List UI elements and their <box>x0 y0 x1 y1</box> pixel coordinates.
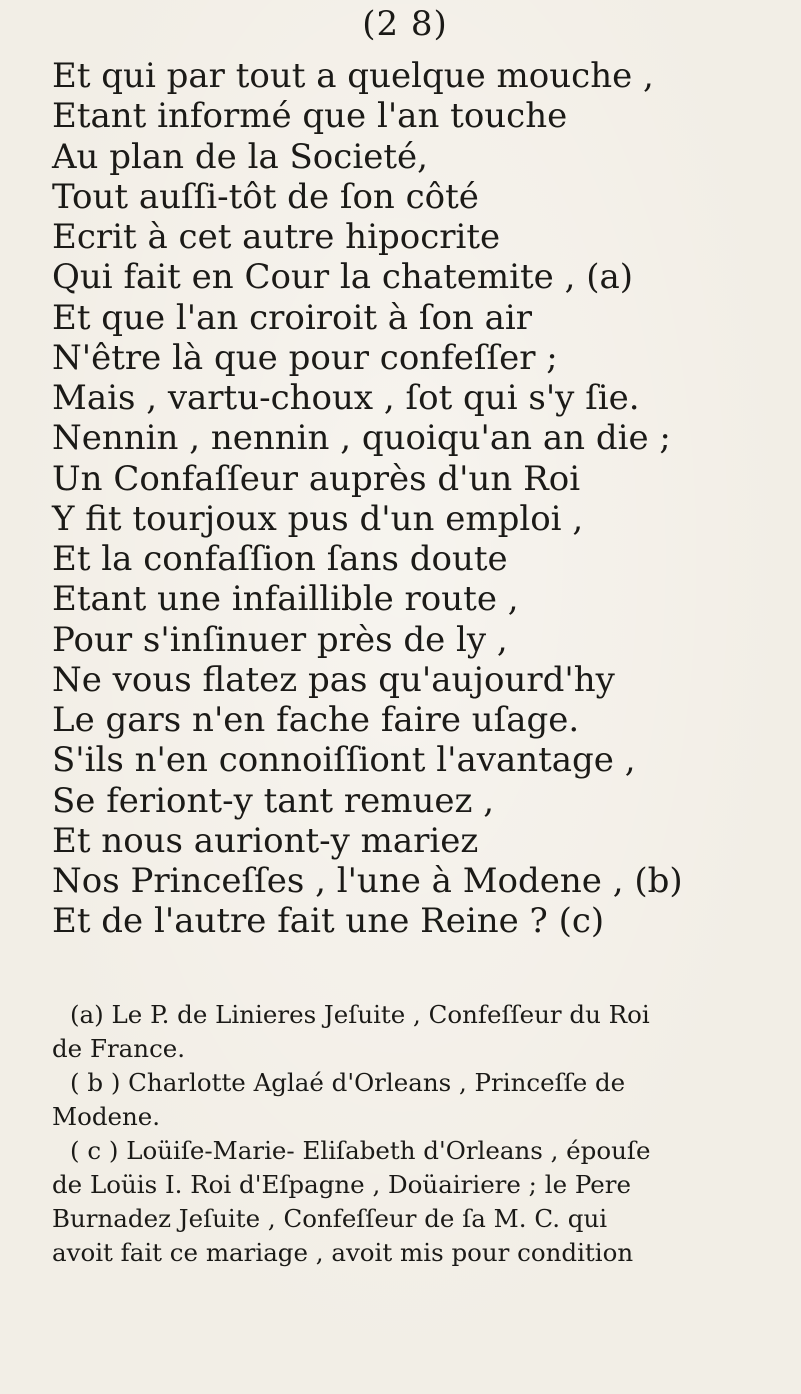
footnote-line: Burnadez Jeſuite , Confeſſeur de ſa M. C. qui <box>52 1204 608 1233</box>
verse-line: Et que l'an croiroit à ſon air <box>52 298 533 338</box>
verse-line: Qui fait en Cour la chatemite , (a) <box>52 257 633 297</box>
footnote-line: Modene. <box>52 1102 161 1131</box>
verse-line: Le gars n'en fache faire uſage. <box>52 700 580 740</box>
verse-line: Etant informé que l'an touche <box>52 96 568 136</box>
verse-line: Pour s'inſinuer près de ly , <box>52 620 508 660</box>
verse-line: N'être là que pour confeſſer ; <box>52 338 558 378</box>
page-number: (2 8) <box>362 4 448 44</box>
footnote-line: de Loüis I. Roi d'Eſpagne , Doüairiere ; le Pere <box>52 1170 631 1199</box>
footnote-line: (a) Le P. de Linieres Jeſuite , Confeſſeur du Roi <box>70 1000 650 1029</box>
verse-line: Ecrit à cet autre hipocrite <box>52 217 501 257</box>
verse-line: Tout auſſi-tôt de ſon côté <box>52 177 479 217</box>
verse-line: Se feriont-y tant remuez , <box>52 781 495 821</box>
verse-line: Mais , vartu-choux , ſot qui s'y ſie. <box>52 378 640 418</box>
verse-line: Et la confaſſion ſans doute <box>52 539 508 579</box>
verse-line: Nennin , nennin , quoiqu'an an die ; <box>52 418 671 458</box>
verse-line: S'ils n'en connoiſſiont l'avantage , <box>52 740 636 780</box>
verse-line: Un Confaſſeur auprès d'un Roi <box>52 459 581 499</box>
verse-line: Et de l'autre fait une Reine ? (c) <box>52 901 605 941</box>
footnote-line: ( b ) Charlotte Aglaé d'Orleans , Princeſſe de <box>70 1068 626 1097</box>
footnote-line: de France. <box>52 1034 186 1063</box>
footnote-line: avoit fait ce mariage , avoit mis pour condition <box>52 1238 634 1267</box>
verse-line: Ne vous flatez pas qu'aujourd'hy <box>52 660 615 700</box>
footnote-line: ( c ) Loüiſe-Marie- Eliſabeth d'Orleans , épouſe <box>70 1136 651 1165</box>
verse-line: Au plan de la Societé, <box>52 137 428 177</box>
verse-line: Nos Princeſſes , l'une à Modene , (b) <box>52 861 683 901</box>
verse-line: Et qui par tout a quelque mouche , <box>52 56 654 96</box>
verse-line: Et nous auriont-y mariez <box>52 821 479 861</box>
verse-line: Y fit tourjoux pus d'un emploi , <box>52 499 584 539</box>
verse-line: Etant une infaillible route , <box>52 579 519 619</box>
